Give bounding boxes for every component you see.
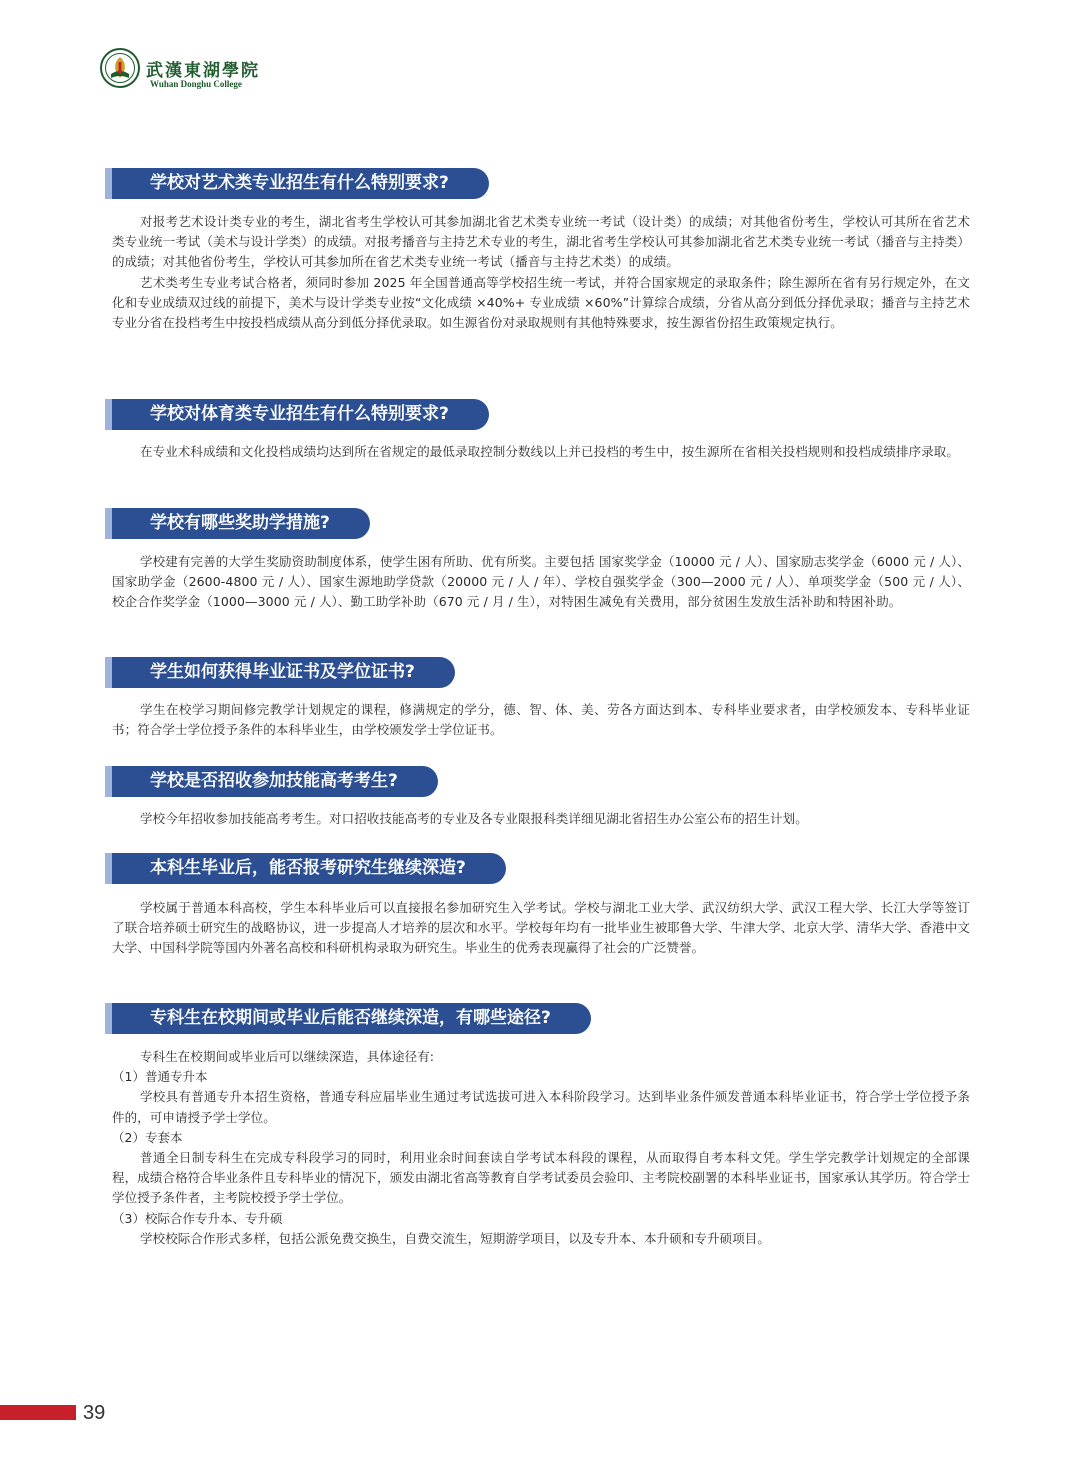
- paragraph: 学校属于普通本科高校，学生本科毕业后可以直接报名参加研究生入学考试。学校与湖北工业大学、武汉纺织大学、武汉工程大学、长江大学等签订了联合培养硕士研究生的战略协议，进一步提高人才培养的层次和水平。学校每年均有一批毕业生被耶鲁大学、牛津大学、北京大学、清华大学、香港中文大学、中国科学院等国内外著名高校和科研机构录取为研究生。毕业生的优秀表现赢得了社会的广泛赞誉。: [112, 900, 970, 956]
- paragraph: 对报考艺术设计类专业的考生，湖北省考生学校认可其参加湖北省艺术类专业统一考试（设计类）的成绩；对其他省份考生，学校认可其所在省艺术类专业统一考试（美术与设计学类）的成绩。对报考播音与主持艺术专业的考生，湖北省考生学校认可其参加湖北省艺术类专业统一考试（播音与主持类）的成绩；对其他省份考生，学校认可其参加所在省艺术类专业统一考试（播音与主持艺术类）的成绩。: [112, 214, 970, 270]
- paragraph: 学校具有普通专升本招生资格，普通专科应届毕业生通过考试选拔可进入本科阶段学习。达到毕业条件颁发普通本科毕业证书，符合学士学位授予条件的，可申请授予学士学位。: [112, 1089, 970, 1125]
- section-title: 学校对艺术类专业招生有什么特别要求?: [112, 168, 489, 199]
- item-heading: （3）校际合作专升本、专升硕: [112, 1210, 283, 1226]
- section-title: 专科生在校期间或毕业后能否继续深造，有哪些途径?: [112, 1003, 591, 1034]
- page-number: 39: [83, 1402, 106, 1424]
- item-heading: （1）普通专升本: [112, 1069, 208, 1085]
- paragraph: 在专业术科成绩和文化投档成绩均达到所在省规定的最低录取控制分数线以上并已投档的考生中，按生源所在省相关投档规则和投档成绩排序录取。: [140, 444, 960, 459]
- paragraph: 专科生在校期间或毕业后可以继续深造，具体途径有:: [140, 1049, 435, 1064]
- paragraph: 学生在校学习期间修完教学计划规定的课程，修满规定的学分，德、智、体、美、劳各方面达到本、专科毕业要求者，由学校颁发本、专科毕业证书；符合学士学位授予条件的本科毕业生，由学校颁发学士学位证书。: [112, 702, 970, 738]
- section-skills-exam: [112, 766, 970, 829]
- paragraph: 学校今年招收参加技能高考考生。对口招收技能高考的专业及各专业限报科类详细见湖北省招生办公室公布的招生计划。: [140, 811, 808, 826]
- section-junior-college-paths: [112, 1003, 970, 1249]
- section-title: 本科生毕业后，能否报考研究生继续深造?: [112, 853, 506, 884]
- section-diplomas: [112, 657, 970, 740]
- section-title: 学校是否招收参加技能高考考生?: [112, 766, 438, 797]
- logo-english-name: Wuhan Donghu College: [150, 79, 242, 89]
- paragraph: 普通全日制专科生在完成专科段学习的同时，利用业余时间套读自学考试本科段的课程，从而取得自考本科文凭。学生学完教学计划规定的全部课程，成绩合格符合毕业条件且专科毕业的情况下，颁发由湖北省高等教育自学考试委员会验印、主考院校副署的本科毕业证书，国家承认其学历。符合学士学位授予条件者，主考院校授予学士学位。: [112, 1150, 970, 1206]
- logo-chinese-name: 武漢東湖學院: [146, 61, 260, 81]
- college-seal-icon: [100, 48, 140, 88]
- section-sports-admission: [112, 399, 970, 462]
- paragraph: 学校校际合作形式多样，包括公派免费交换生，自费交流生，短期游学项目，以及专升本、本升硕和专升硕项目。: [140, 1230, 771, 1246]
- item-heading: （2）专套本: [112, 1129, 183, 1145]
- section-title: 学校对体育类专业招生有什么特别要求?: [112, 399, 489, 430]
- paragraph: 学校建有完善的大学生奖励资助制度体系，使学生困有所助、优有所奖。主要包括 国家奖学金（10000 元 / 人）、国家励志奖学金（6000 元 / 人）、国家助学金（2600-4800 元 / 人）、国家生源地助学贷款（20000 元 / 人 / 年）、学校自强奖学金（300—2000 元 / 人）、单项奖学金（500 元 / 人）、校企合作奖学金（1000—3000 元 / 人）、勤工助学补助（670 元 / 月 / 生），对特困生减免有关费用，部分贫困生发放生活补助和特困补助。: [112, 554, 970, 610]
- footer-accent-bar: [0, 1405, 76, 1420]
- section-title: 学生如何获得毕业证书及学位证书?: [112, 657, 455, 688]
- section-graduate-study: [112, 853, 970, 959]
- section-scholarships: [112, 508, 970, 613]
- section-title: 学校有哪些奖助学措施?: [112, 508, 370, 539]
- paragraph: 艺术类考生专业考试合格者，须同时参加 2025 年全国普通高等学校招生统一考试，并符合国家规定的录取条件；除生源所在省有另行规定外，在文化和专业成绩双过线的前提下，美术与设计学类专业按“文化成绩 ×40%+ 专业成绩 ×60%”计算综合成绩，分省从高分到低分择优录取；播音与主持艺术专业分省在投档考生中按投档成绩从高分到低分择优录取。如生源省份对录取规则有其他特殊要求，按生源省份招生政策规定执行。: [112, 274, 970, 331]
- section-art-admission: [112, 168, 970, 333]
